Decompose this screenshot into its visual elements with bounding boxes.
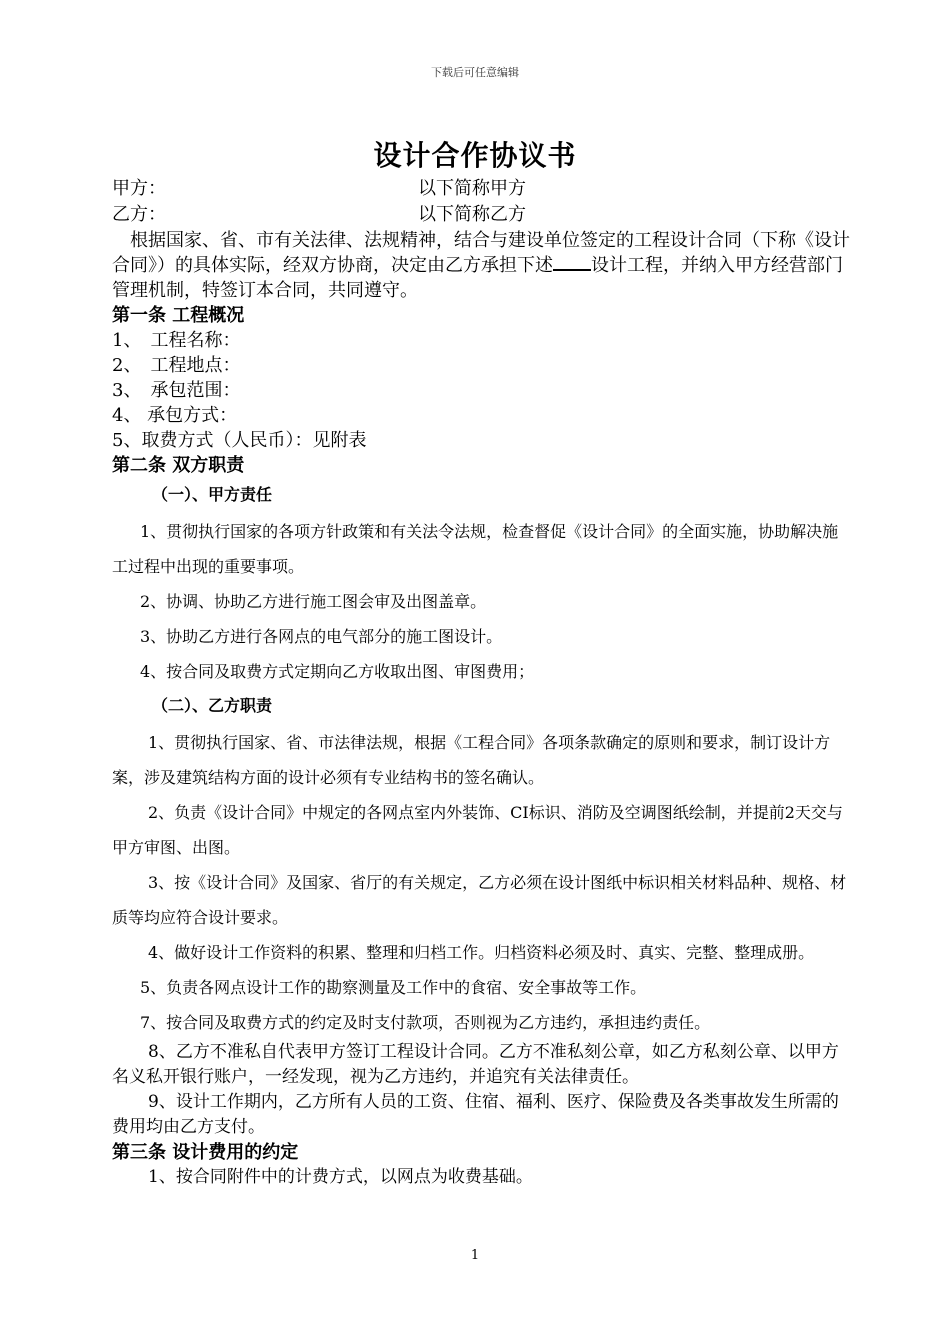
article-1-heading: 第一条 工程概况 — [112, 305, 245, 326]
article-3-heading: 第三条 设计费用的约定 — [112, 1142, 299, 1163]
party-b-duty: 5、负责各网点设计工作的勘察测量及工作中的食宿、安全事故等工作。 — [140, 978, 647, 997]
party-b-duties-heading: （二）、乙方职责 — [152, 696, 273, 715]
party-b-note: 以下简称乙方 — [418, 204, 526, 225]
party-a-duties-heading: （一）、甲方责任 — [152, 485, 273, 504]
blank-underline — [553, 253, 591, 271]
article-2-heading: 第二条 双方职责 — [112, 455, 245, 476]
party-b-line — [112, 202, 852, 228]
article-1-item: 3、 承包范围： — [112, 380, 241, 401]
party-b-duty: 1、贯彻执行国家、省、市法律法规，根据《工程合同》各项条款确定的原则和要求，制订设计方案，涉及建筑结构方面的设计必须有专业结构书的签名确认。 — [112, 733, 831, 787]
party-a-label: 甲方： — [112, 178, 166, 199]
party-b-duty: 7、按合同及取费方式的约定及时支付款项，否则视为乙方违约，承担违约责任。 — [140, 1013, 711, 1032]
party-b-duty: 9、设计工作期内，乙方所有人员的工资、住宿、福利、医疗、保险费及各类事故发生所需的费用均由乙方支付。 — [112, 1092, 839, 1137]
party-b-duty: 8、乙方不准私自代表甲方签订工程设计合同。乙方不准私刻公章，如乙方私刻公章、以甲方名义私开银行账户，一经发现，视为乙方违约，并追究有关法律责任。 — [112, 1042, 839, 1087]
article-3-item: 1、按合同附件中的计费方式，以网点为收费基础。 — [148, 1167, 533, 1187]
article-1-item: 2、 工程地点： — [112, 355, 241, 376]
document-title: 设计合作协议书 — [373, 139, 577, 172]
document-body — [112, 176, 852, 1190]
party-b-duty: 3、按《设计合同》及国家、省厅的有关规定，乙方必须在设计图纸中标识相关材料品种、规格、材质等均应符合设计要求。 — [112, 873, 847, 927]
party-a-duty: 4、按合同及取费方式定期向乙方收取出图、审图费用； — [140, 662, 535, 681]
party-a-duty: 3、协助乙方进行各网点的电气部分的施工图设计。 — [140, 627, 503, 646]
party-a-line — [112, 176, 852, 202]
page-header: 下载后可任意编辑 — [431, 66, 519, 79]
party-a-duty: 2、协调、协助乙方进行施工图会审及出图盖章。 — [140, 592, 487, 611]
party-a-note: 以下简称甲方 — [418, 178, 526, 199]
intro-paragraph — [112, 228, 852, 303]
article-1-item: 5、取费方式（人民币）：见附表 — [112, 430, 367, 451]
intro-part2: 设计工程，并纳入甲方经营部门管理机制，特签订本合同，共同遵守。 — [112, 255, 843, 301]
page-number: 1 — [470, 1248, 480, 1263]
party-a-duty: 1、贯彻执行国家的各项方针政策和有关法令法规，检查督促《设计合同》的全面实施，协助解决施工过程中出现的重要事项。 — [112, 522, 839, 576]
party-b-label: 乙方： — [112, 204, 166, 225]
article-1-item: 4、 承包方式： — [112, 405, 238, 426]
party-b-duty: 2、负责《设计合同》中规定的各网点室内外装饰、CI标识、消防及空调图纸绘制，并提前2天交与甲方审图、出图。 — [112, 803, 843, 857]
party-b-duty: 4、做好设计工作资料的积累、整理和归档工作。归档资料必须及时、真实、完整、整理成册。 — [148, 943, 815, 962]
article-1-item: 1、 工程名称： — [112, 330, 241, 351]
intro-part1: 根据国家、省、市有关法律、法规精神，结合与建设单位签定的工程设计合同（下称《设计合同》）的具体实际，经双方协商，决定由乙方承担下述 — [112, 230, 850, 276]
